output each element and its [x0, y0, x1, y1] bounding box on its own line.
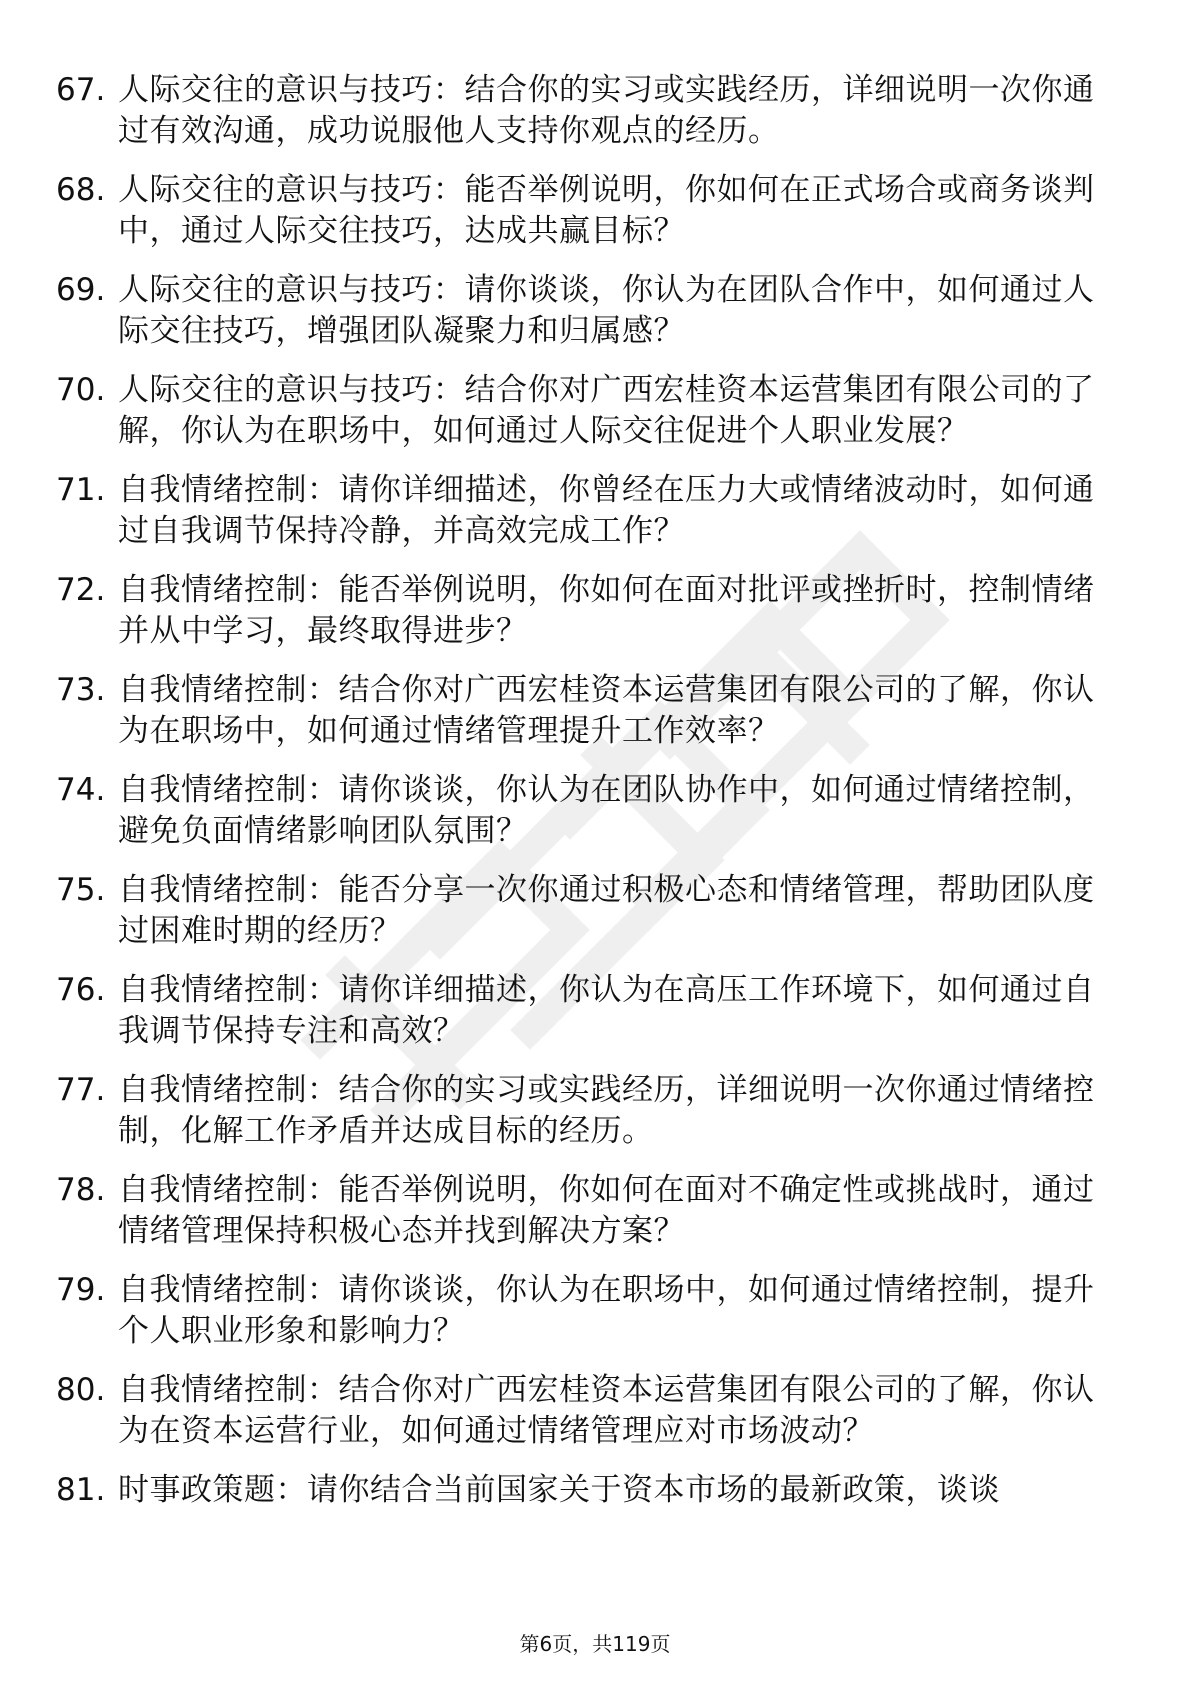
question-number: 68. — [56, 172, 106, 208]
question-number: 80. — [56, 1372, 106, 1408]
question-item — [56, 70, 1116, 152]
question-item — [56, 470, 1116, 552]
question-item — [56, 1070, 1116, 1152]
question-item — [56, 170, 1116, 252]
question-item — [56, 670, 1116, 752]
question-text: 自我情绪控制：结合你的实习或实践经历，详细说明一次你通过情绪控制，化解工作矛盾并达成目标的经历。 — [118, 1072, 1095, 1149]
question-text: 人际交往的意识与技巧：请你谈谈，你认为在团队合作中，如何通过人际交往技巧，增强团队凝聚力和归属感？ — [118, 272, 1095, 349]
question-text: 自我情绪控制：能否举例说明，你如何在面对批评或挫折时，控制情绪并从中学习，最终取得进步？ — [118, 572, 1095, 649]
question-item — [56, 970, 1116, 1052]
question-number: 73. — [56, 672, 106, 708]
question-list — [56, 70, 1116, 1529]
question-number: 79. — [56, 1272, 106, 1308]
question-item — [56, 370, 1116, 452]
question-number: 77. — [56, 1072, 106, 1108]
question-text: 自我情绪控制：请你详细描述，你认为在高压工作环境下，如何通过自我调节保持专注和高效？ — [118, 972, 1095, 1049]
question-item — [56, 1470, 1116, 1511]
question-number: 67. — [56, 72, 106, 108]
question-text: 时事政策题：请你结合当前国家关于资本市场的最新政策，谈谈 — [118, 1472, 1000, 1508]
page-footer — [0, 1632, 1190, 1656]
question-number: 76. — [56, 972, 106, 1008]
question-text: 自我情绪控制：请你谈谈，你认为在职场中，如何通过情绪控制，提升个人职业形象和影响力？ — [118, 1272, 1095, 1349]
question-text: 人际交往的意识与技巧：结合你的实习或实践经历，详细说明一次你通过有效沟通，成功说服他人支持你观点的经历。 — [118, 72, 1095, 149]
question-item — [56, 570, 1116, 652]
question-text: 人际交往的意识与技巧：结合你对广西宏桂资本运营集团有限公司的了解，你认为在职场中，如何通过人际交往促进个人职业发展？ — [118, 372, 1095, 449]
question-number: 70. — [56, 372, 106, 408]
question-item — [56, 1370, 1116, 1452]
page-number-label: 第6页，共119页 — [519, 1632, 671, 1656]
question-number: 81. — [56, 1472, 106, 1508]
question-item — [56, 1170, 1116, 1252]
question-text: 自我情绪控制：结合你对广西宏桂资本运营集团有限公司的了解，你认为在职场中，如何通过情绪管理提升工作效率？ — [118, 672, 1095, 749]
question-text: 自我情绪控制：请你详细描述，你曾经在压力大或情绪波动时，如何通过自我调节保持冷静，并高效完成工作？ — [118, 472, 1095, 549]
question-item — [56, 870, 1116, 952]
question-text: 人际交往的意识与技巧：能否举例说明，你如何在正式场合或商务谈判中，通过人际交往技巧，达成共赢目标？ — [118, 172, 1095, 249]
question-text: 自我情绪控制：能否举例说明，你如何在面对不确定性或挑战时，通过情绪管理保持积极心态并找到解决方案？ — [118, 1172, 1095, 1249]
question-number: 71. — [56, 472, 106, 508]
question-text: 自我情绪控制：结合你对广西宏桂资本运营集团有限公司的了解，你认为在资本运营行业，如何通过情绪管理应对市场波动？ — [118, 1372, 1095, 1449]
question-number: 69. — [56, 272, 106, 308]
question-item — [56, 770, 1116, 852]
question-text: 自我情绪控制：能否分享一次你通过积极心态和情绪管理，帮助团队度过困难时期的经历？ — [118, 872, 1095, 949]
question-number: 75. — [56, 872, 106, 908]
question-number: 78. — [56, 1172, 106, 1208]
question-item — [56, 270, 1116, 352]
question-number: 72. — [56, 572, 106, 608]
question-text: 自我情绪控制：请你谈谈，你认为在团队协作中，如何通过情绪控制，避免负面情绪影响团队氛围？ — [118, 772, 1095, 849]
question-item — [56, 1270, 1116, 1352]
question-number: 74. — [56, 772, 106, 808]
